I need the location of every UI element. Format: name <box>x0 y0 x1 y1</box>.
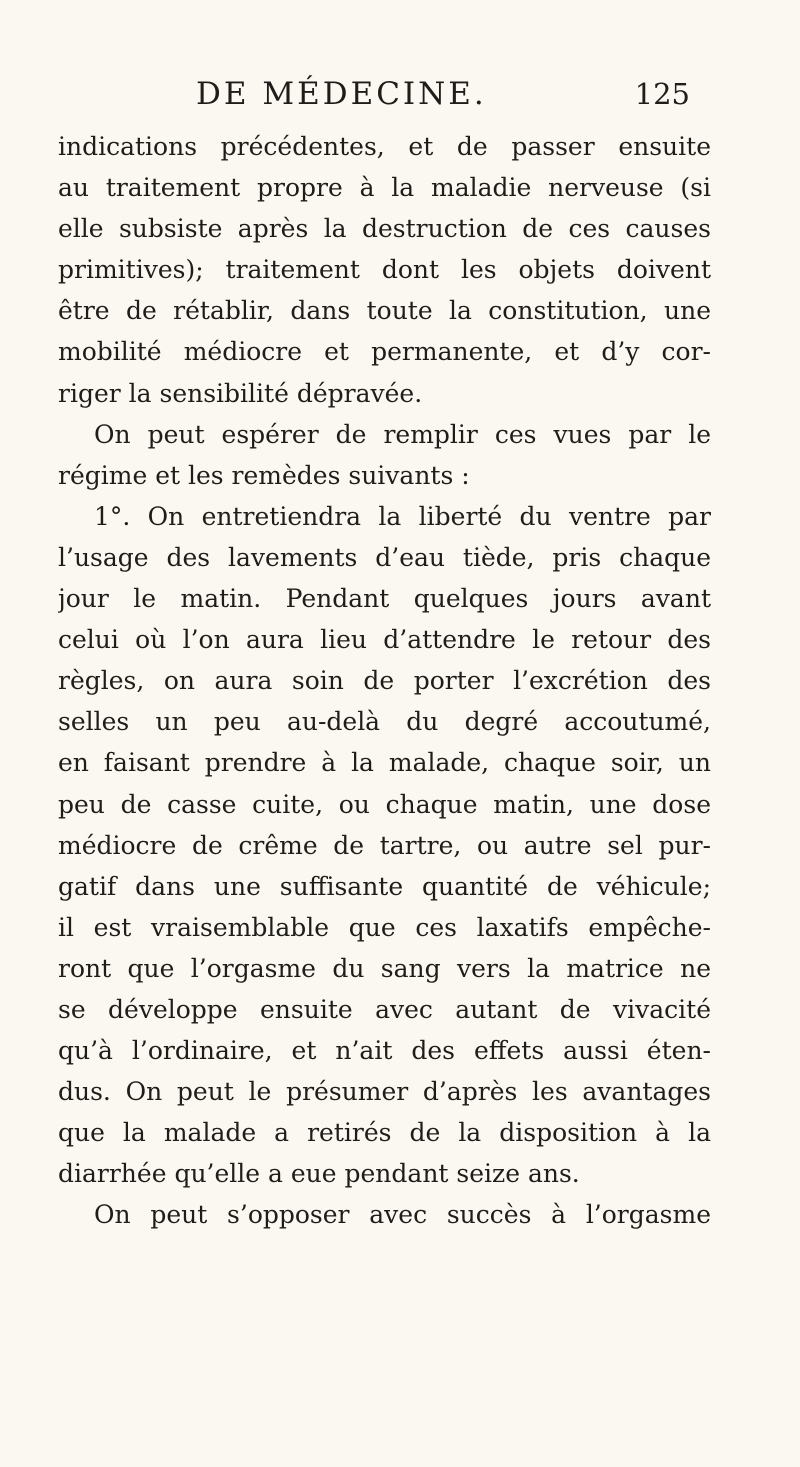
text-line-paragraph-end: riger la sensibilité dépravée. <box>58 378 423 408</box>
text-line: primitives); traitement dont les objets doivent <box>58 255 711 285</box>
text-line: dus. On peut le présumer d’après les avantages <box>58 1077 711 1107</box>
text-line: en faisant prendre à la malade, chaque soir, un <box>58 748 711 778</box>
text-line: médiocre de crême de tartre, ou autre sel pur- <box>58 830 711 860</box>
text-line: peu de casse cuite, ou chaque matin, une dose <box>58 789 711 819</box>
text-line: gatif dans une suffisante quantité de véhicule; <box>58 871 711 901</box>
text-line: se développe ensuite avec autant de vivacité <box>58 994 711 1024</box>
text-line: ront que l’orgasme du sang vers la matrice ne <box>58 953 711 983</box>
text-line: jour le matin. Pendant quelques jours avant <box>58 584 711 614</box>
text-line: indications précédentes, et de passer ensuite <box>58 132 711 161</box>
text-line: être de rétablir, dans toute la constitution, une <box>58 296 711 326</box>
text-line: au traitement propre à la maladie nerveuse (si <box>58 173 711 203</box>
text-line: mobilité médiocre et permanente, et d’y cor- <box>58 337 711 367</box>
page-number: 125 <box>634 77 690 111</box>
text-line-paragraph-end: diarrhée qu’elle a eue pendant seize ans. <box>58 1159 580 1189</box>
text-line: il est vraisemblable que ces laxatifs empêche- <box>58 912 711 942</box>
text-line-paragraph-start: 1°. On entretiendra la liberté du ventre par <box>94 501 711 531</box>
text-line-paragraph-start: On peut espérer de remplir ces vues par le <box>94 419 711 449</box>
text-line: selles un peu au-delà du degré accoutumé, <box>58 707 711 737</box>
text-line: que la malade a retirés de la disposition à la <box>58 1118 711 1148</box>
text-line: l’usage des lavements d’eau tiède, pris chaque <box>58 542 711 572</box>
text-line: celui où l’on aura lieu d’attendre le retour des <box>58 625 711 655</box>
text-line-paragraph-start: On peut s’opposer avec succès à l’orgasme <box>94 1200 711 1230</box>
running-head <box>196 76 690 116</box>
text-line: qu’à l’ordinaire, et n’ait des effets aussi éten- <box>58 1036 711 1066</box>
text-line: elle subsiste après la destruction de ces causes <box>58 214 711 244</box>
text-line-paragraph-end: régime et les remèdes suivants : <box>58 460 470 490</box>
body-text <box>58 126 711 1236</box>
running-title: DE MÉDECINE. <box>196 76 487 112</box>
text-line: règles, on aura soin de porter l’excrétion des <box>58 666 711 696</box>
